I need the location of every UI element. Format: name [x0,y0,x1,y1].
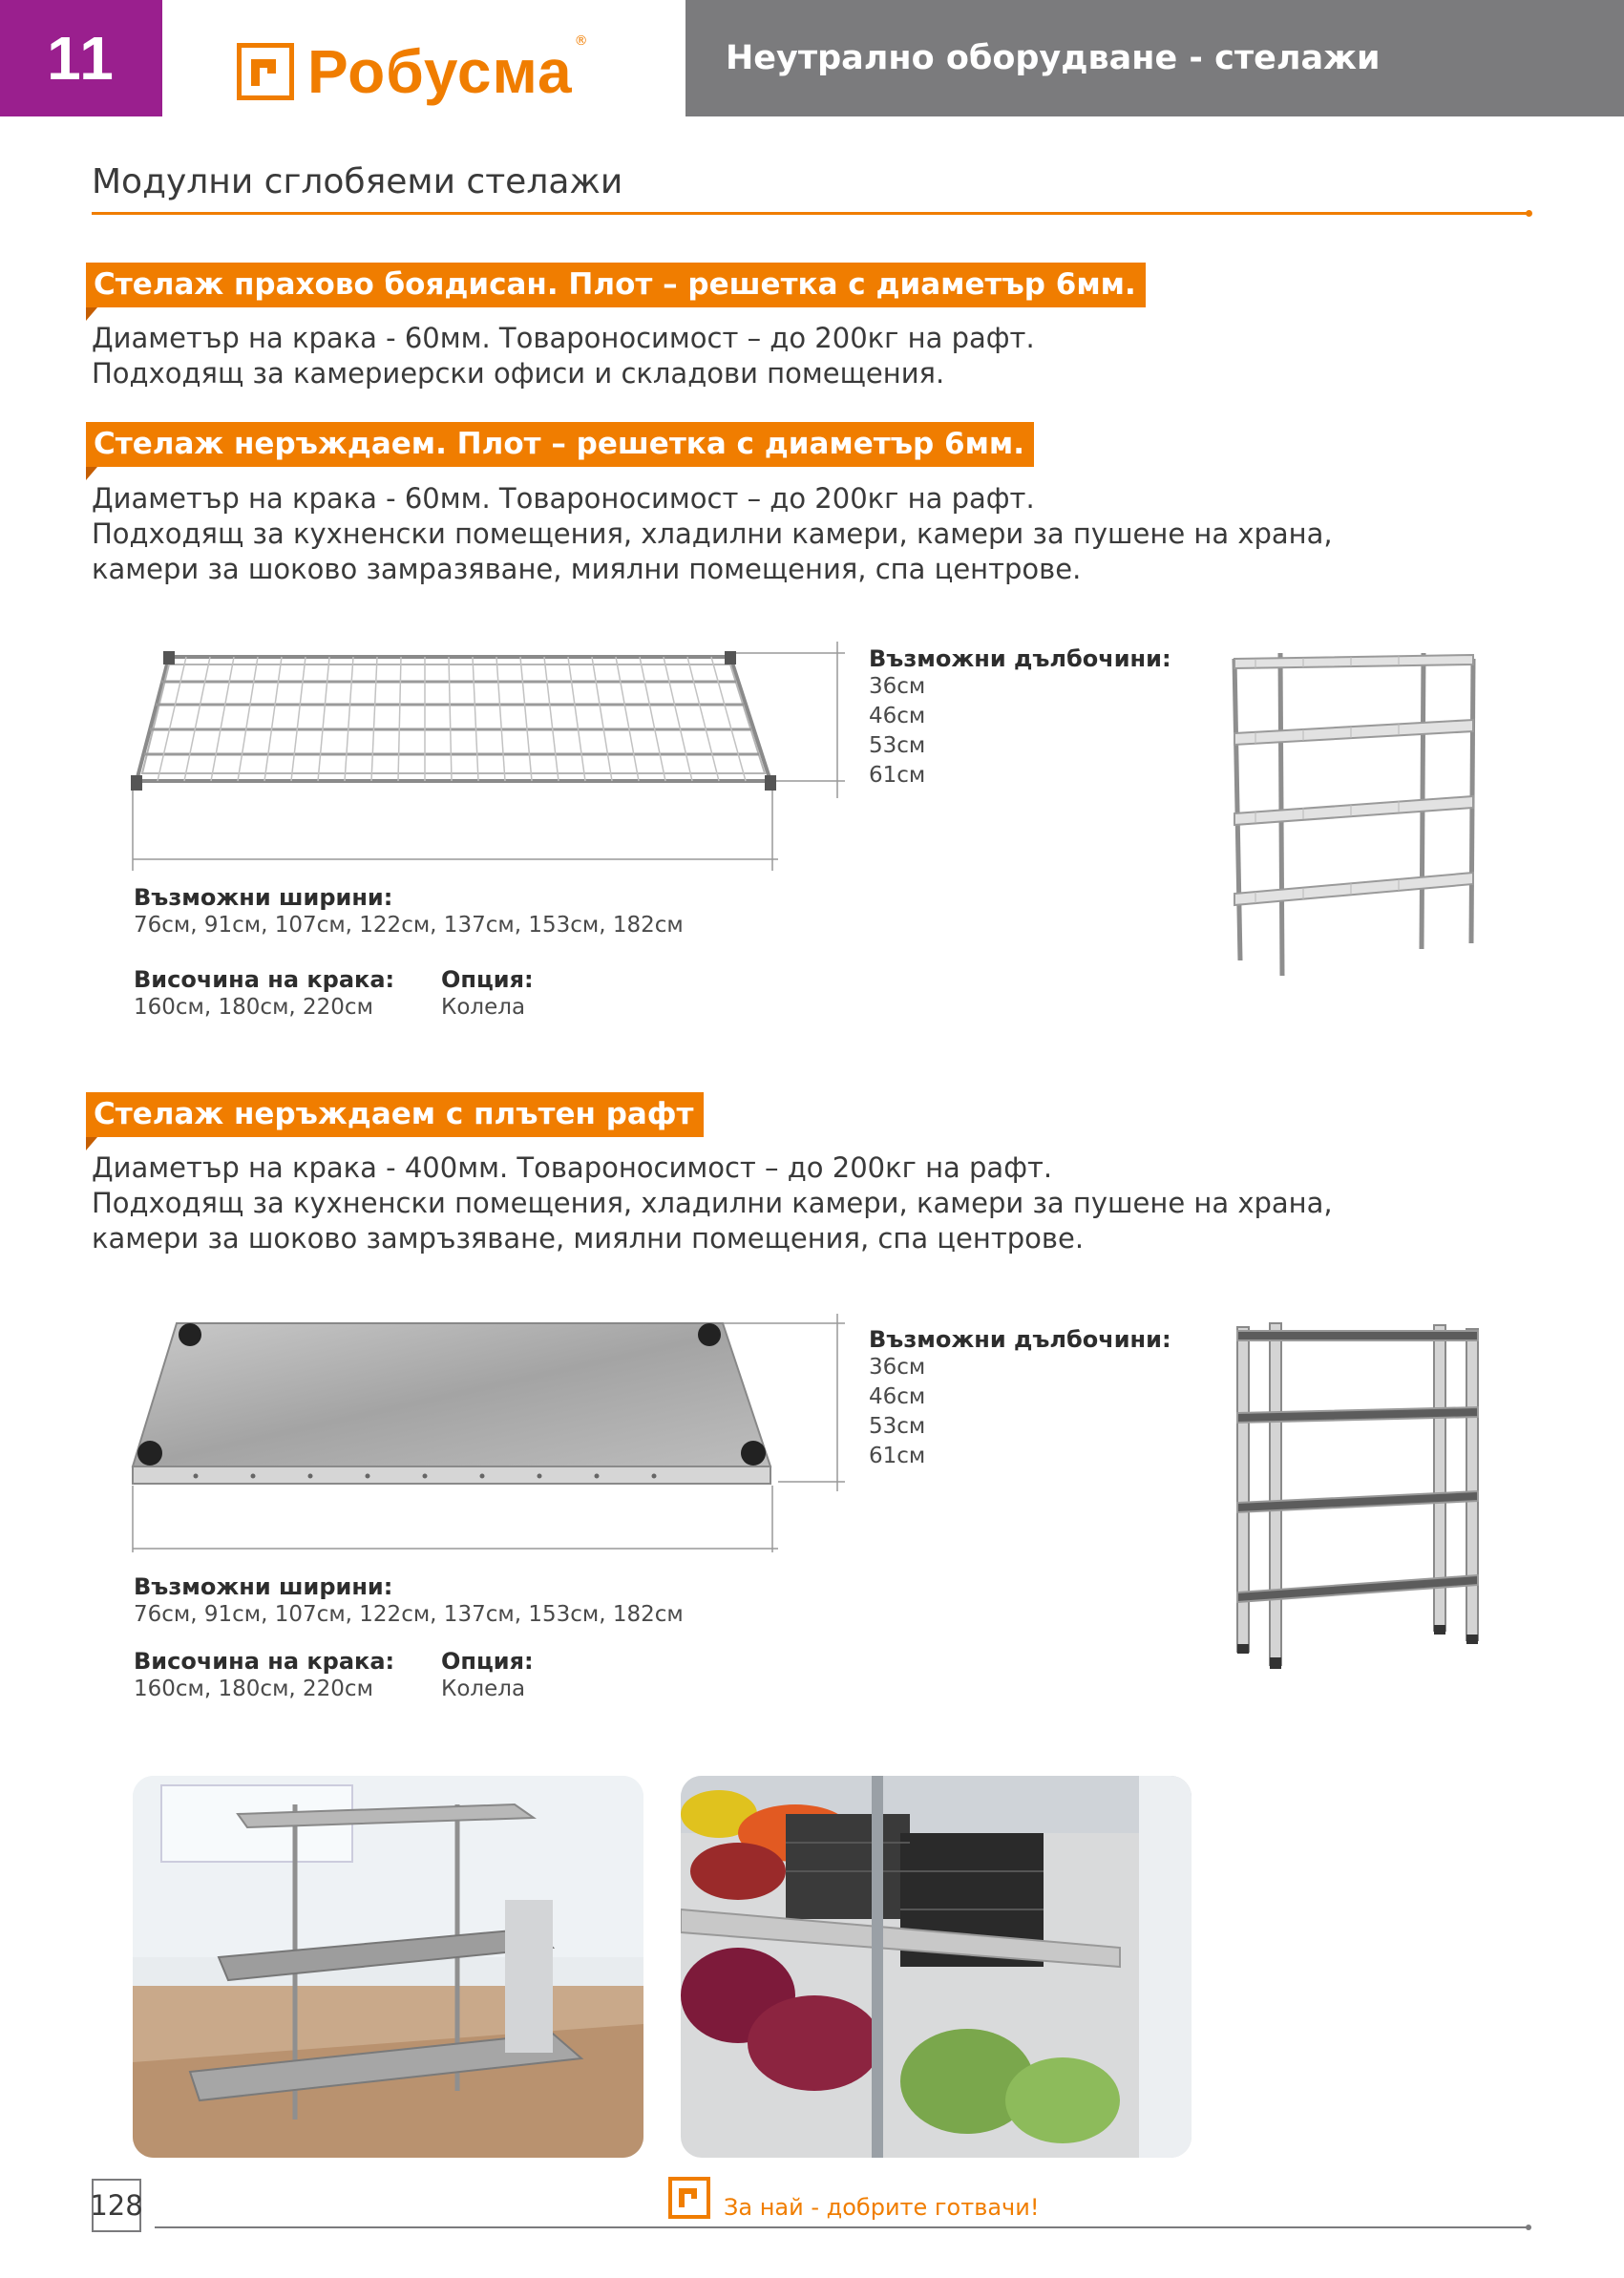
depth-option: 53см [869,733,926,758]
option-block-solid [441,1648,534,1704]
depth-option: 61см [869,1444,926,1468]
section-heading-steel-solid [86,1092,704,1150]
widths-block-solid [134,1573,684,1630]
section-description-steel-solid [92,1150,1333,1256]
widths-values: 76см, 91см, 107см, 122см, 137см, 153см, 182см [134,913,684,938]
leg-height-label: Височина на крака: [134,966,395,993]
depth-option: 36см [869,1355,926,1380]
wire-rack-image [1227,645,1485,989]
section-heading-steel-wire [86,422,1034,480]
leg-height-values: 160см, 180см, 220см [134,995,373,1020]
widths-label: Възможни ширини: [134,1573,393,1600]
depth-option: 46см [869,704,926,728]
page-number: 128 [92,2179,141,2232]
logo-mark-icon [237,43,294,100]
depths-label: Възможни дълбочини: [869,645,1171,672]
description-line: Диаметър на крака - 60мм. Товароносимост – до 200кг на рафт. [92,322,1035,354]
widths-block-wire [134,884,684,940]
description-line: Диаметър на крака - 400мм. Товароносимост – до 200кг на рафт. [92,1151,1053,1184]
depth-option: 36см [869,674,926,699]
wire-shelf-drawing [119,638,864,876]
depths-block-solid [869,1326,1171,1471]
chapter-number: 11 [0,0,162,116]
section-description-powder [92,321,1035,391]
leg-height-label: Височина на крака: [134,1648,395,1675]
title-divider [92,212,1531,215]
description-line: камери за шоково замръзяване, миялни помещения, спа центрове. [92,1222,1085,1255]
heading-tail [86,307,97,321]
widths-label: Възможни ширини: [134,884,393,911]
description-line: Диаметър на крака - 60мм. Товароносимост – до 200кг на рафт. [92,482,1035,515]
leg-height-values: 160см, 180см, 220см [134,1677,373,1701]
description-line: камери за шоково замразяване, миялни помещения, спа центрове. [92,553,1082,585]
brand-logo [237,33,588,107]
section-heading-steel-wire-label: Стелаж неръждаем. Плот – решетка с диаметър 6мм. [86,422,1034,467]
solid-shelf-drawing [119,1314,864,1552]
footer-slogan: За най - добрите готвачи! [724,2194,1040,2221]
heading-tail [86,467,97,480]
brand-name: Робусма [307,37,573,106]
leg-height-block-solid [134,1648,394,1704]
footer-divider-dot [1526,2225,1531,2230]
section-description-steel-wire [92,481,1333,587]
solid-rack-image [1232,1321,1489,1675]
heading-tail [86,1137,97,1150]
category-bar [685,0,1624,116]
option-label: Опция: [441,966,534,993]
depth-option: 61см [869,763,926,788]
description-line: Подходящ за кухненски помещения, хладилни камери, камери за пушене на храна, [92,517,1333,550]
description-line: Подходящ за камериерски офиси и складови помещения. [92,357,945,390]
section-heading-steel-solid-label: Стелаж неръждаем с плътен рафт [86,1092,704,1137]
footer-divider [155,2226,1529,2228]
category-title: Неутрално оборудване - стелажи [726,39,1381,77]
option-label: Опция: [441,1648,534,1675]
depth-option: 53см [869,1414,926,1439]
widths-values: 76см, 91см, 107см, 122см, 137см, 153см, 182см [134,1602,684,1627]
footer-logo-icon [668,2177,710,2219]
depth-option: 46см [869,1384,926,1409]
cold-room-photo [681,1776,1192,2158]
option-value: Колела [441,995,526,1020]
title-divider-dot [1526,210,1532,217]
kitchen-photo [133,1776,643,2158]
option-value: Колела [441,1677,526,1701]
leg-height-block-wire [134,966,394,1023]
option-block-wire [441,966,534,1023]
section-heading-powder-label: Стелаж прахово боядисан. Плот – решетка с диаметър 6мм. [86,263,1146,307]
page-title: Модулни сглобяеми стелажи [92,162,623,201]
registered-mark: ® [574,33,588,49]
section-heading-powder [86,263,1146,321]
depths-block-wire [869,645,1171,791]
description-line: Подходящ за кухненски помещения, хладилни камери, камери за пушене на храна, [92,1187,1333,1219]
depths-label: Възможни дълбочини: [869,1326,1171,1353]
